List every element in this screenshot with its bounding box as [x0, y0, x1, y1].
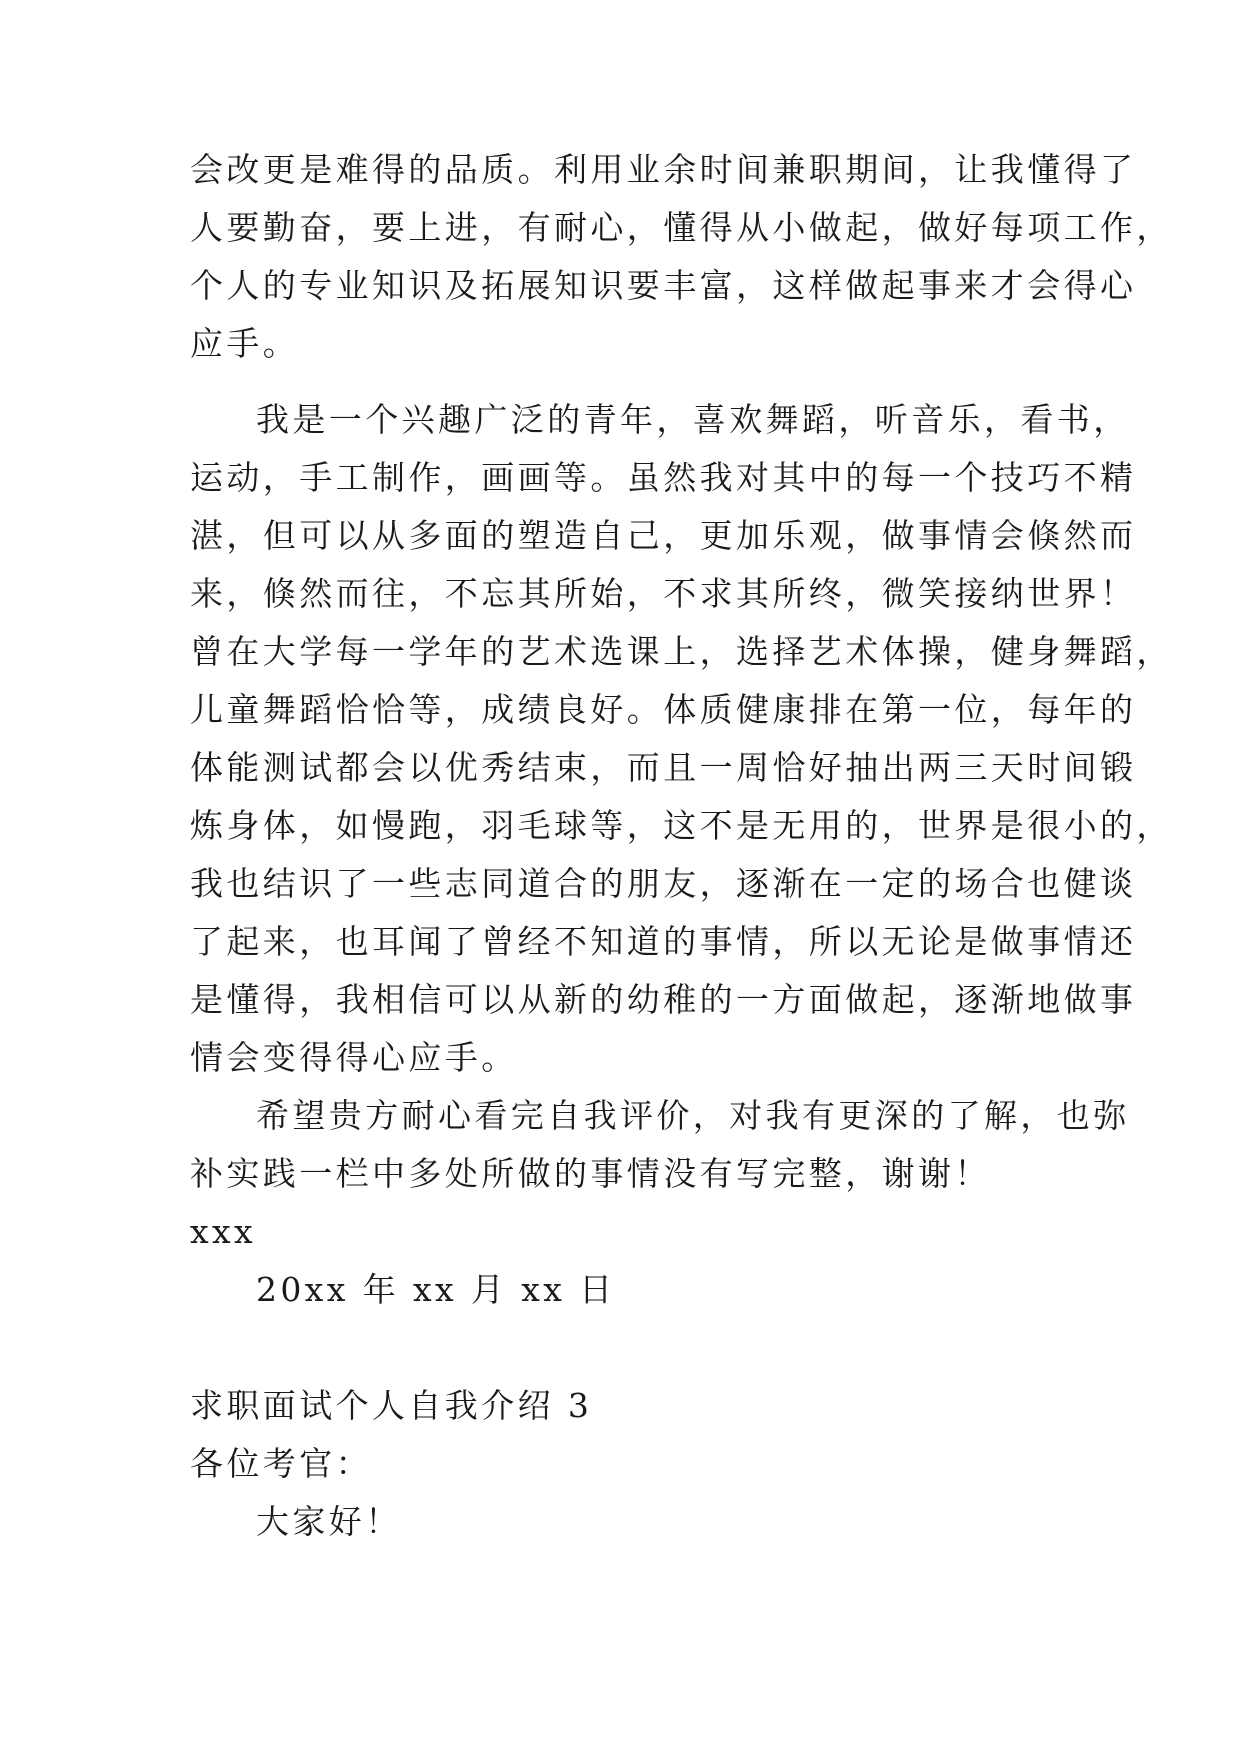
paragraph-line: 了起来，也耳闻了曾经不知道的事情，所以无论是做事情还: [190, 922, 1137, 961]
paragraph-line: 会改更是难得的品质。利用业余时间兼职期间，让我懂得了: [190, 150, 1137, 189]
paragraph-line: 湛，但可以从多面的塑造自己，更加乐观，做事情会倏然而: [190, 516, 1137, 555]
paragraph-line: 我也结识了一些志同道合的朋友，逐渐在一定的场合也健谈: [190, 864, 1137, 903]
paragraph-line: 个人的专业知识及拓展知识要丰富，这样做起事来才会得心: [190, 266, 1137, 305]
section-heading: 求职面试个人自我介绍 3: [190, 1386, 593, 1425]
paragraph-line: 曾在大学每一学年的艺术选课上，选择艺术体操，健身舞蹈，: [190, 632, 1173, 671]
paragraph-line: 儿童舞蹈恰恰等，成绩良好。体质健康排在第一位，每年的: [190, 690, 1137, 729]
paragraph-line: 希望贵方耐心看完自我评价，对我有更深的了解，也弥: [256, 1096, 1130, 1135]
signature-date: 20xx 年 xx 月 xx 日: [256, 1270, 616, 1309]
paragraph-line: 是懂得，我相信可以从新的幼稚的一方面做起，逐渐地做事: [190, 980, 1137, 1019]
paragraph-line: 应手。: [190, 324, 300, 363]
paragraph-line: 人要勤奋，要上进，有耐心，懂得从小做起，做好每项工作，: [190, 208, 1173, 247]
paragraph-line: 补实践一栏中多处所做的事情没有写完整，谢谢！: [190, 1154, 991, 1193]
paragraph-line: 来，倏然而往，不忘其所始，不求其所终，微笑接纳世界！: [190, 574, 1137, 613]
paragraph-line: 运动，手工制作，画画等。虽然我对其中的每一个技巧不精: [190, 458, 1137, 497]
paragraph-line: 我是一个兴趣广泛的青年，喜欢舞蹈，听音乐，看书，: [256, 400, 1130, 439]
signature-name: xxx: [190, 1212, 257, 1251]
salutation: 各位考官：: [190, 1444, 372, 1483]
paragraph-line: 体能测试都会以优秀结束，而且一周恰好抽出两三天时间锻: [190, 748, 1137, 787]
paragraph-line: 炼身体，如慢跑，羽毛球等，这不是无用的，世界是很小的，: [190, 806, 1173, 845]
greeting: 大家好！: [256, 1502, 402, 1541]
paragraph-line: 情会变得得心应手。: [190, 1038, 518, 1077]
